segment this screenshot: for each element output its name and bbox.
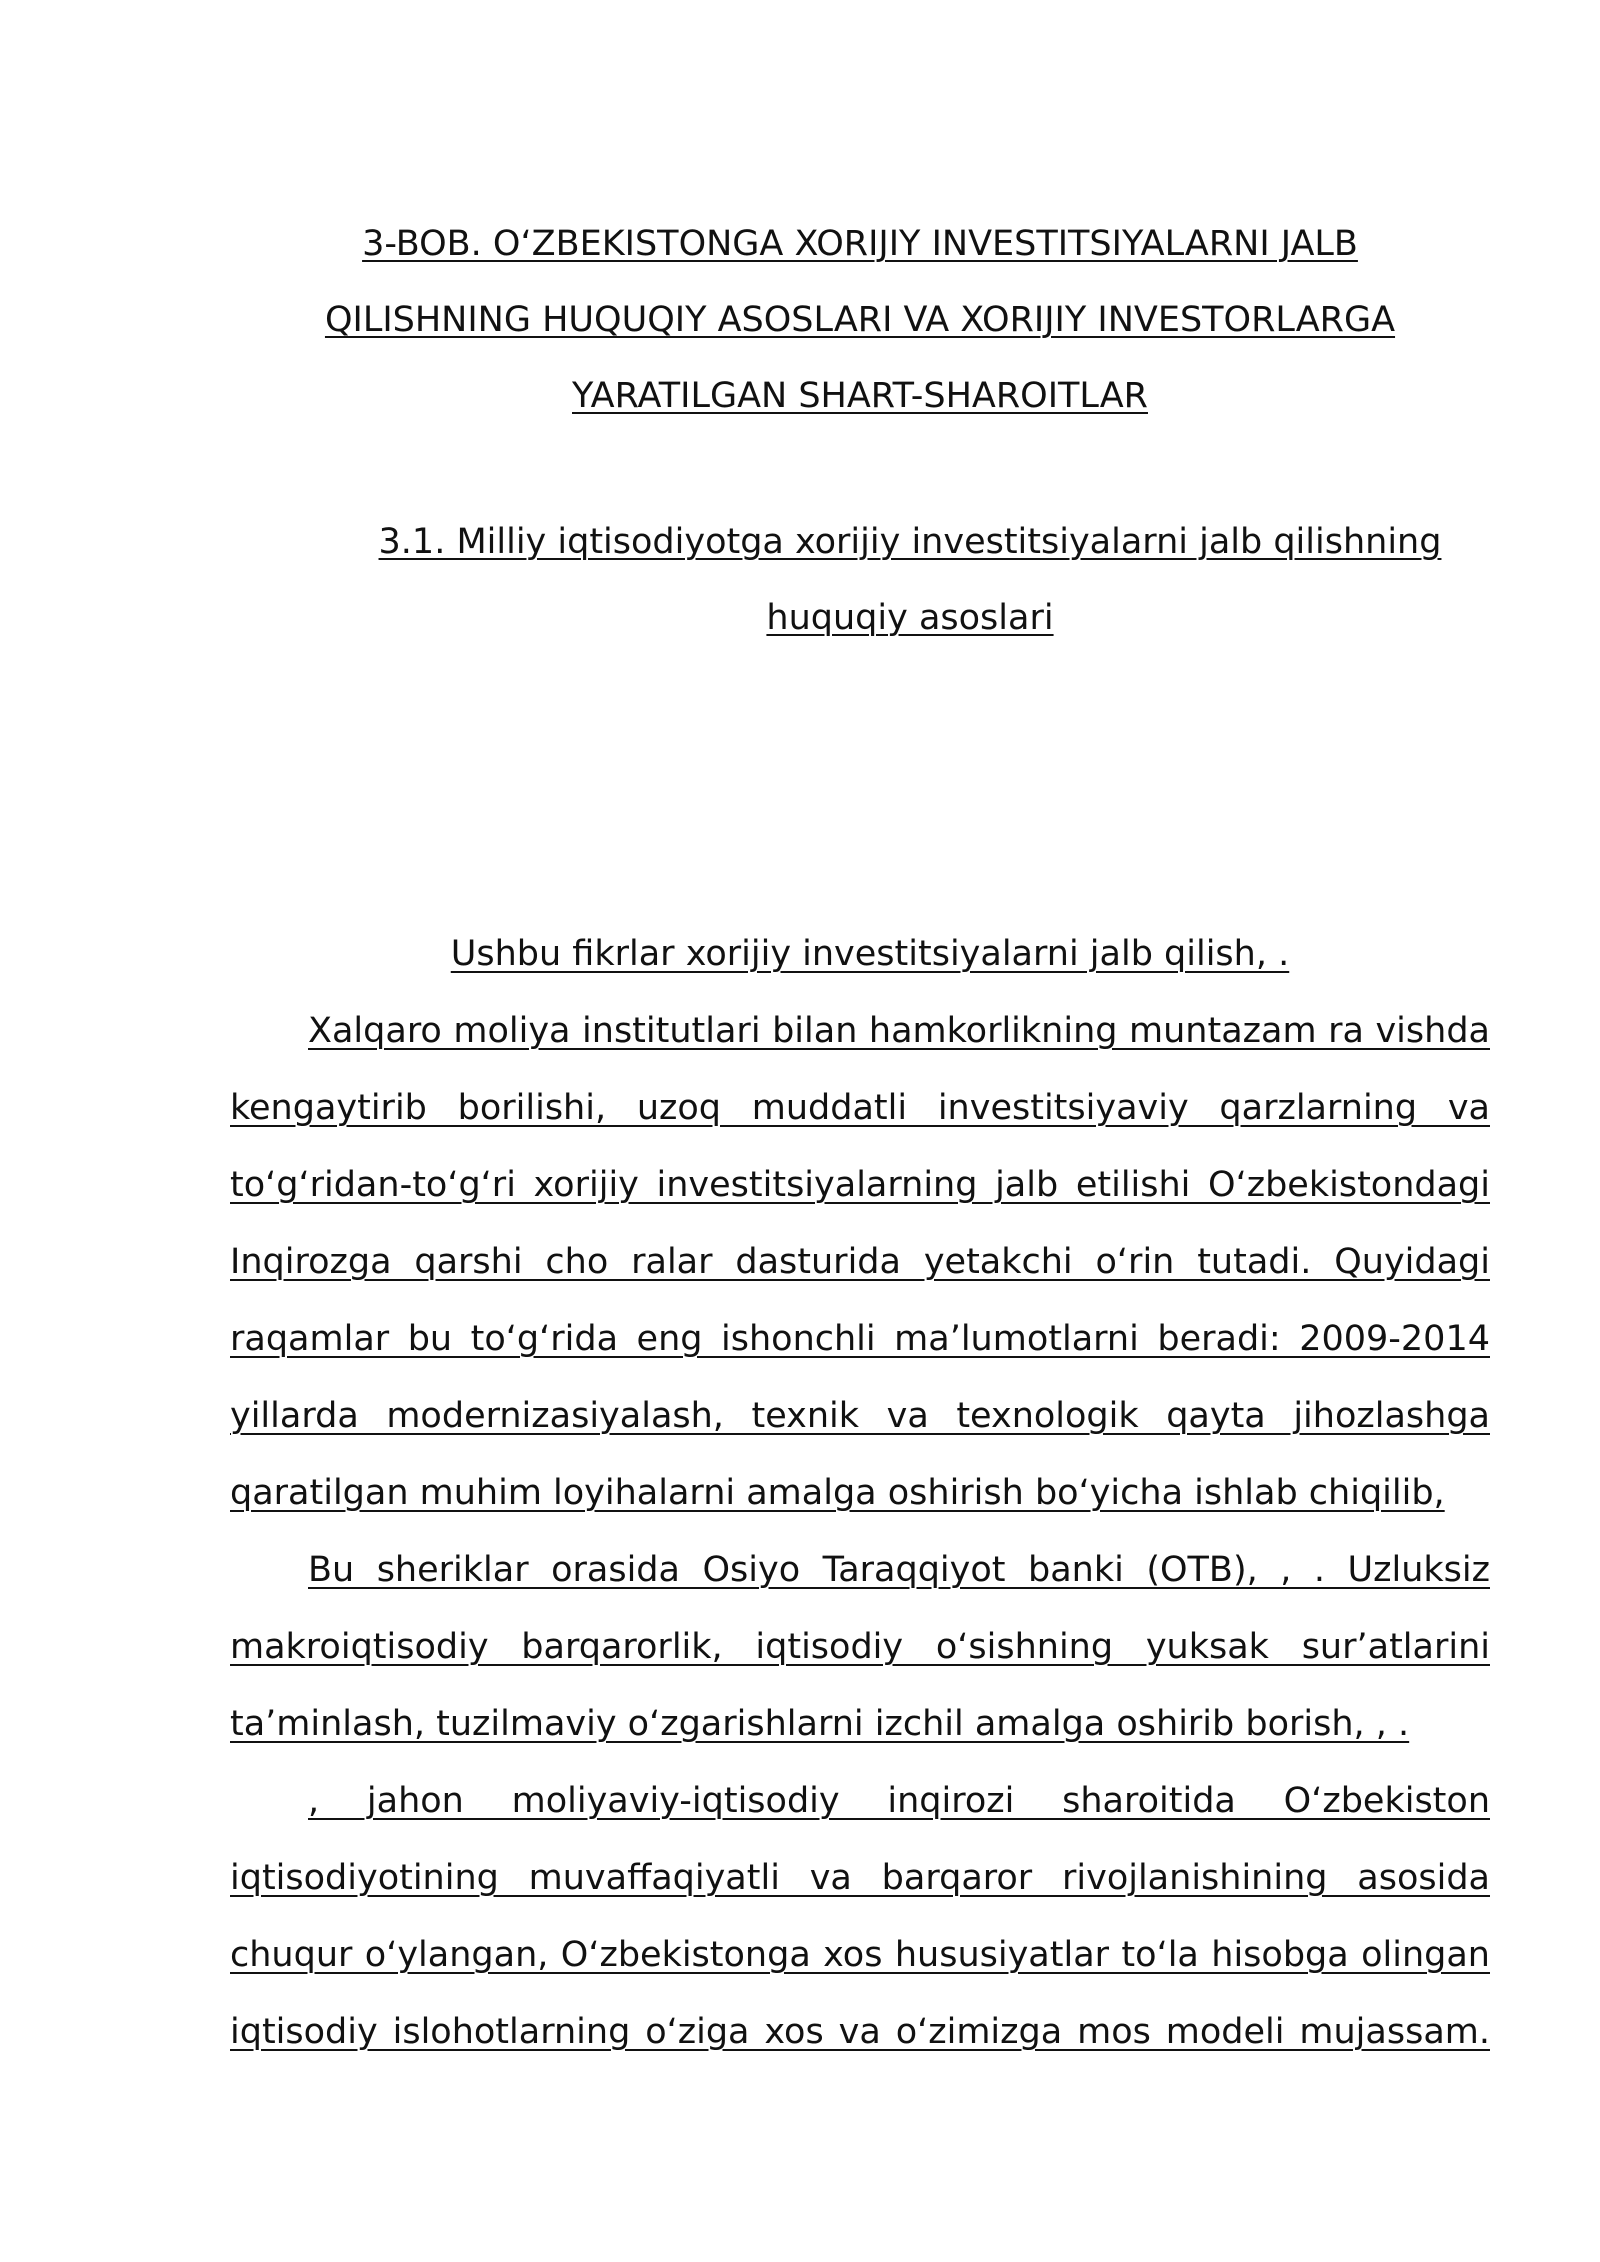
- chapter-heading-line: QILISHNING HUQUQIY ASOSLARI VA XORIJIY INVESTORLARGA: [324, 300, 1396, 340]
- section-heading-line: huquqiy asoslari: [766, 598, 1054, 638]
- paragraph: Xalqaro moliya institutlari bilan hamkorlikning muntazam ra vishda kengaytirib borilishi, uzoq muddatli investitsiyaviy qarzlarning va to‘g‘ridan-to‘g‘ri xorijiy investitsiyalarning jalb etilishi O‘zbekistondagi Inqirozga qarshi cho ralar dasturida yetakchi o‘rin tutadi. Quyidagi raqamlar bu to‘g‘rida eng ishonchli ma’lumotlarni beradi: 2009-2014 yillarda modernizasiyalash, texnik va texnologik qayta jihozlashga qaratilgan muhim loyihalarni amalga oshirish bo‘yicha ishlab chiqilib,: [230, 1011, 1490, 1513]
- chapter-heading: [300, 206, 1420, 434]
- paragraph: Bu sheriklar orasida Osiyo Taraqqiyot banki (OTB), , . Uzluksiz makroiqtisodiy barqarorlik, iqtisodiy o‘sishning yuksak sur’atlarini ta’minlash, tuzilmaviy o‘zgarishlarni izchil amalga oshirib borish, , .: [230, 1550, 1490, 1744]
- section-heading-line: 3.1. Milliy iqtisodiyotga xorijiy investitsiyalarni jalb qilishning: [378, 522, 1442, 562]
- section-heading: [350, 504, 1470, 656]
- paragraph: Ushbu fikrlar xorijiy investitsiyalarni jalb qilish, .: [450, 934, 1290, 974]
- body-text: [230, 916, 1490, 2071]
- paragraph: , jahon moliyaviy-iqtisodiy inqirozi sharoitida O‘zbekiston iqtisodiyotining muvaffaqiyatli va barqaror rivojlanishining asosida chuqur o‘ylangan, O‘zbekistonga xos hususiyatlar to‘la hisobga olingan iqtisodiy islohotlarning o‘ziga xos va o‘zimizga mos modeli mujassam.: [230, 1781, 1490, 2052]
- chapter-heading-line: 3-BOB. O‘ZBEKISTONGA XORIJIY INVESTITSIYALARNI JALB: [362, 224, 1358, 264]
- chapter-heading-line: YARATILGAN SHART-SHAROITLAR: [572, 376, 1148, 416]
